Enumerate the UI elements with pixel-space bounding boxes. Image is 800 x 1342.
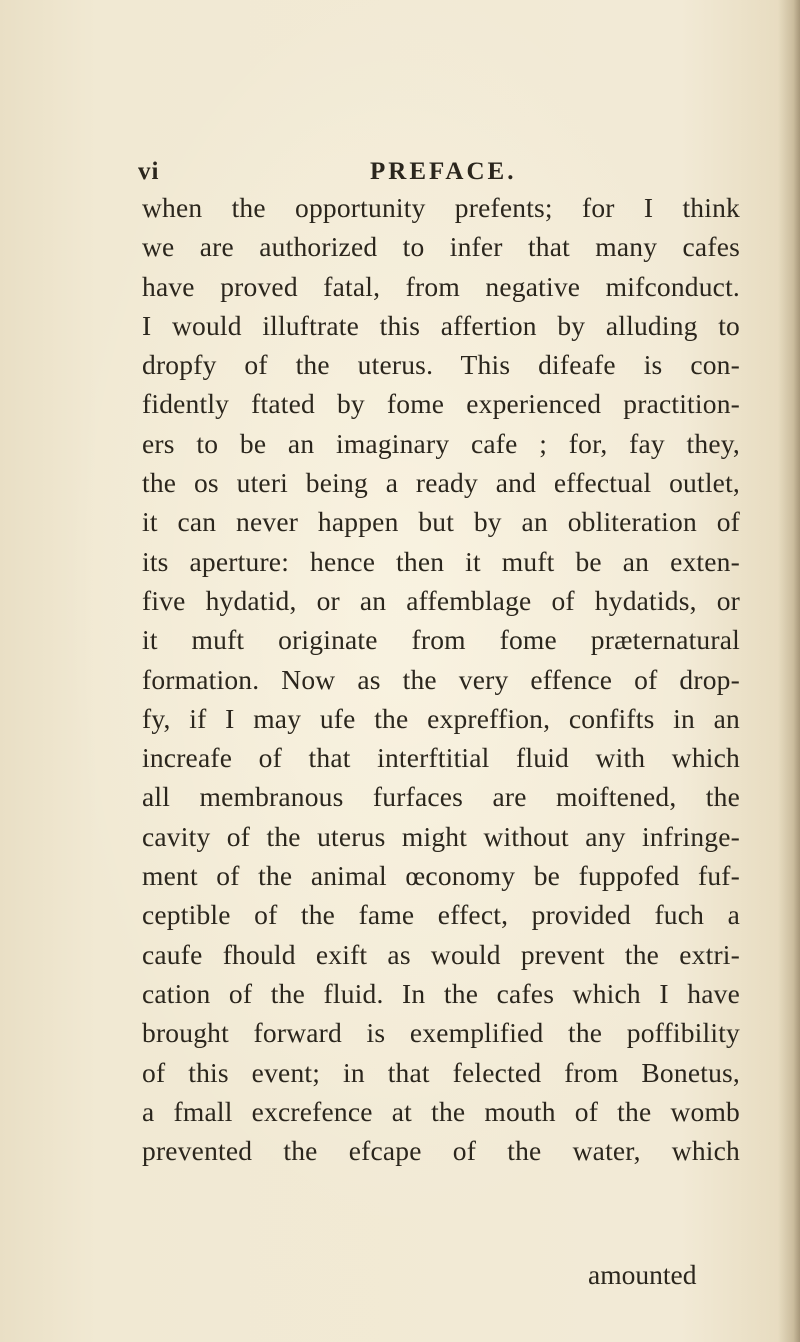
text-line: five hydatid, or an affemblage of hydatids, or [142, 584, 740, 616]
text-line: increafe of that interftitial fluid with which [142, 742, 740, 774]
text-line: formation. Now as the very effence of drop- [142, 663, 740, 695]
text-line: caufe fhould exift as would prevent the extri- [142, 938, 740, 970]
text-line: ment of the animal œconomy be fuppofed fuf- [142, 860, 740, 892]
text-line: it muft originate from fome præternatural [142, 624, 740, 656]
text-line: cavity of the uterus might without any infringe- [142, 820, 740, 852]
text-line: it can never happen but by an obliteration of [142, 506, 740, 538]
text-line: prevented the efcape of the water, which [142, 1135, 740, 1167]
page-number: vi [138, 158, 160, 185]
text-line: have proved fatal, from negative mifconduct. [142, 270, 740, 302]
text-line: brought forward is exemplified the poffibility [142, 1017, 740, 1049]
text-line: a fmall excrefence at the mouth of the womb [142, 1095, 740, 1127]
text-line: fy, if I may ufe the expreffion, confifts in an [142, 702, 740, 734]
text-line: ers to be an imaginary cafe ; for, fay they, [142, 427, 740, 459]
text-line: fidently ftated by fome experienced practition- [142, 388, 740, 420]
text-line: dropfy of the uterus. This difeafe is con- [142, 349, 740, 381]
text-line: when the opportunity prefents; for I think [142, 192, 740, 223]
text-line: cation of the fluid. In the cafes which I have [142, 977, 740, 1009]
page-edge-shadow [778, 0, 800, 1342]
catchword: amounted [588, 1259, 697, 1290]
running-head: PREFACE. [370, 158, 517, 185]
text-line: the os uteri being a ready and effectual outlet, [142, 467, 740, 499]
text-line: all membranous furfaces are moiftened, the [142, 781, 740, 813]
text-line: of this event; in that felected from Bonetus, [142, 1056, 740, 1088]
text-line: ceptible of the fame effect, provided fuch a [142, 899, 740, 931]
body-text [142, 188, 740, 1170]
text-line: I would illuftrate this affertion by alluding to [142, 309, 740, 341]
text-line: we are authorized to infer that many cafes [142, 231, 740, 263]
text-line: its aperture: hence then it muft be an exten- [142, 545, 740, 577]
